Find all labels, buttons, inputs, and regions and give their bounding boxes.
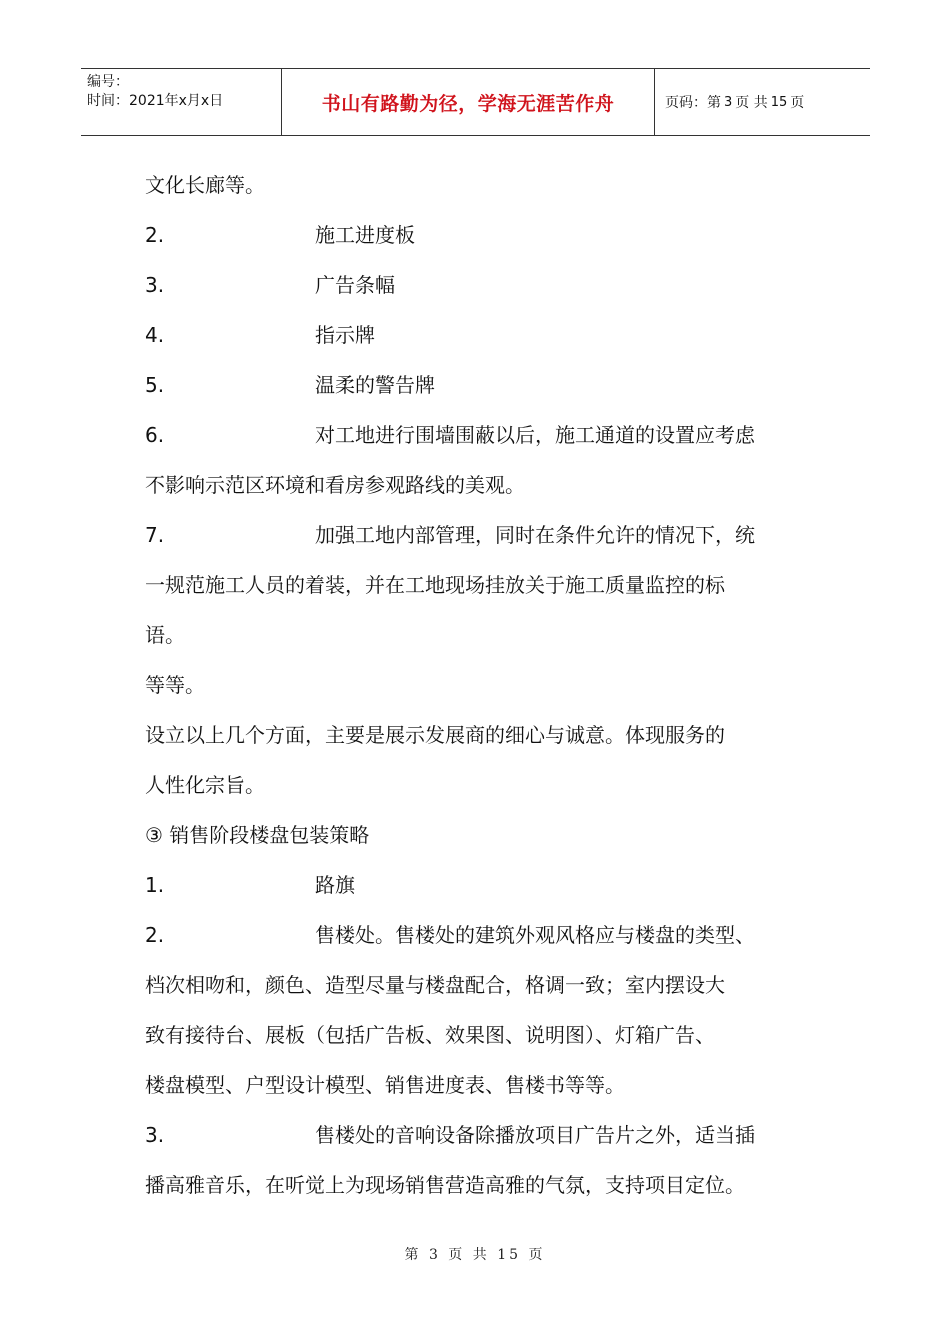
list-number: 6. (145, 423, 165, 447)
list-number: 4. (145, 323, 165, 347)
list-item (145, 260, 810, 310)
page-suffix: 页 (790, 95, 805, 111)
page-mid: 页 共 (735, 95, 768, 111)
paragraph-line: 播高雅音乐，在听觉上为现场销售营造高雅的气氛，支持项目定位。 (145, 1173, 745, 1197)
list-text: 温柔的警告牌 (315, 373, 435, 397)
header-page-info (655, 69, 870, 135)
page-header (81, 68, 870, 136)
paragraph-line: 等等。 (145, 673, 205, 697)
list-item (145, 310, 810, 360)
list-number: 3. (145, 1123, 165, 1147)
paragraph-line: 一规范施工人员的着装，并在工地现场挂放关于施工质量监控的标 (145, 573, 725, 597)
page-footer: 第 3 页 共 15 页 (404, 1247, 546, 1263)
list-item (145, 910, 810, 960)
paragraph-line: 人性化宗旨。 (145, 773, 265, 797)
list-number: 2. (145, 223, 165, 247)
header-motto: 书山有路勤为径，学海无涯苦作舟 (321, 92, 615, 115)
list-item (145, 1110, 810, 1160)
list-text: 对工地进行围墙围蔽以后，施工通道的设置应考虑 (315, 423, 755, 447)
list-number: 5. (145, 373, 165, 397)
list-text: 加强工地内部管理，同时在条件允许的情况下，统 (315, 523, 755, 547)
paragraph-line: 语。 (145, 623, 185, 647)
document-body (145, 160, 810, 1210)
list-item (145, 360, 810, 410)
list-text: 售楼处。售楼处的建筑外观风格应与楼盘的类型、 (315, 923, 755, 947)
list-number: 1. (145, 873, 165, 897)
list-item (145, 860, 810, 910)
list-text: 广告条幅 (315, 273, 395, 297)
page-total: 15 (770, 94, 788, 110)
header-meta (81, 69, 281, 135)
list-number: 2. (145, 923, 165, 947)
list-number: 3. (145, 273, 165, 297)
list-text: 售楼处的音响设备除播放项目广告片之外，适当插 (315, 1123, 755, 1147)
page-current: 3 (724, 94, 733, 110)
paragraph-line: 设立以上几个方面，主要是展示发展商的细心与诚意。体现服务的 (145, 723, 725, 747)
page-prefix: 页码：第 (665, 95, 721, 111)
list-item (145, 210, 810, 260)
paragraph-line: 楼盘模型、户型设计模型、销售进度表、售楼书等等。 (145, 1073, 625, 1097)
paragraph-line: 致有接待台、展板（包括广告板、效果图、说明图）、灯箱广告、 (145, 1023, 715, 1047)
list-text: 指示牌 (315, 323, 375, 347)
list-text: 路旗 (315, 873, 355, 897)
header-motto-cell (281, 69, 655, 135)
section-title: ③ 销售阶段楼盘包装策略 (145, 823, 370, 847)
paragraph-line: 不影响示范区环境和看房参观路线的美观。 (145, 473, 525, 497)
list-item (145, 510, 810, 560)
paragraph-line: 档次相吻和，颜色、造型尽量与楼盘配合，格调一致；室内摆设大 (145, 973, 725, 997)
list-text: 施工进度板 (315, 223, 415, 247)
time-label: 时间：2021年x月x日 (87, 93, 224, 109)
list-item (145, 410, 810, 460)
paragraph-line: 文化长廊等。 (145, 173, 265, 197)
list-number: 7. (145, 523, 165, 547)
serial-label: 编号： (87, 74, 129, 90)
